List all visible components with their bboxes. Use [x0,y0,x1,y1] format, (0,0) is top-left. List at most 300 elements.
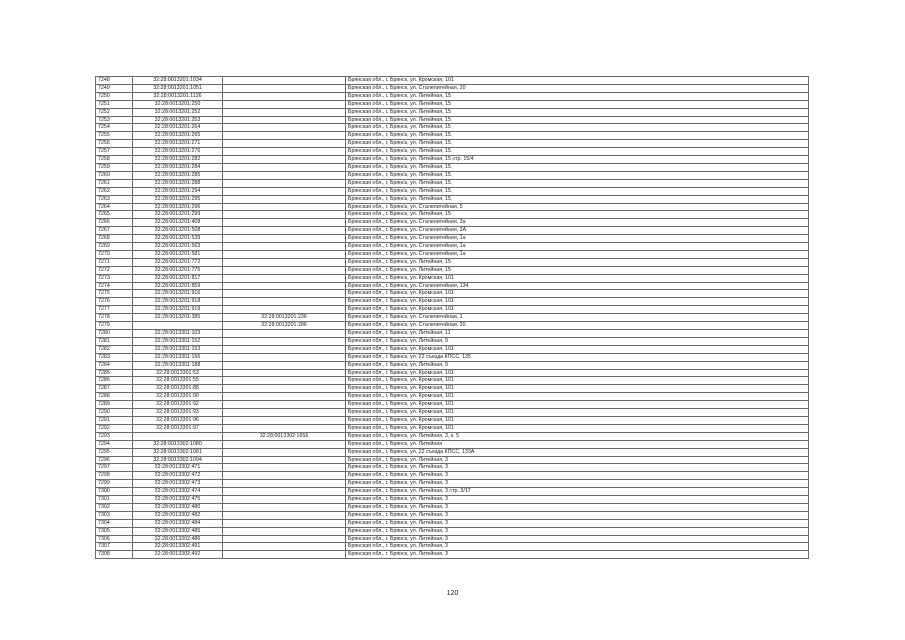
row-number-cell: 7274 [96,282,133,290]
row-number-cell: 7262 [96,187,133,195]
table-row [96,203,809,211]
row-number-cell: 7287 [96,385,133,393]
cadastral-number-cell: 32:28:0013301:97 [133,424,223,432]
table-row [96,306,809,314]
address-cell: Брянская обл., г. Брянск, ул. 22 съезда КПСС, 133А [346,448,809,456]
row-number-cell: 7286 [96,377,133,385]
cadastral-number-cell: 32:28:0013302:1081 [133,448,223,456]
related-cadastral-number-cell [223,330,346,338]
related-cadastral-number-cell: 32:28:0013201:236 [223,314,346,322]
address-cell: Брянская обл., г. Брянск, ул. 22 съезда КПСС, 135 [346,353,809,361]
row-number-cell: 7285 [96,369,133,377]
address-cell: Брянская обл., г. Брянск, ул. Литейная, 15 [346,163,809,171]
cadastral-number-cell: 32:28:0013301:90 [133,393,223,401]
related-cadastral-number-cell [223,211,346,219]
cadastral-number-cell: 32:28:0013302:482 [133,511,223,519]
row-number-cell: 7275 [96,290,133,298]
row-number-cell: 7273 [96,274,133,282]
cadastral-number-cell: 32:28:0013201:264 [133,124,223,132]
cadastral-number-cell: 32:28:0013301:103 [133,330,223,338]
table-row [96,124,809,132]
related-cadastral-number-cell [223,472,346,480]
related-cadastral-number-cell [223,543,346,551]
related-cadastral-number-cell [223,361,346,369]
related-cadastral-number-cell [223,179,346,187]
related-cadastral-number-cell [223,464,346,472]
table-row [96,84,809,92]
table-row [96,148,809,156]
table-row [96,330,809,338]
cadastral-number-cell: 32:28:0013302:491 [133,543,223,551]
row-number-cell: 7288 [96,393,133,401]
address-cell: Брянская обл., г. Брянск, ул. Литейная, 15 [346,195,809,203]
address-cell: Брянская обл., г. Брянск, ул. Литейная, 3 [346,464,809,472]
related-cadastral-number-cell [223,409,346,417]
address-cell: Брянская обл., г. Брянск, ул. Литейная, 15 [346,132,809,140]
table-row [96,100,809,108]
address-cell: Брянская обл., г. Брянск, ул. Кромская, 101 [346,306,809,314]
related-cadastral-number-cell [223,416,346,424]
address-cell: Брянская обл., г. Брянск, ул. Литейная, 3 стр. 3/17 [346,488,809,496]
cadastral-number-cell: 32:28:0013302:480 [133,503,223,511]
row-number-cell: 7298 [96,472,133,480]
address-cell: Брянская обл., г. Брянск, ул. Литейная, 15 [346,140,809,148]
related-cadastral-number-cell [223,187,346,195]
related-cadastral-number-cell: 32:28:0013302:1656 [223,432,346,440]
table-row [96,108,809,116]
cadastral-number-cell: 32:28:0013201:271 [133,140,223,148]
cadastral-number-cell: 32:28:0013301:55 [133,377,223,385]
address-cell: Брянская обл., г. Брянск, ул. Сталелитейная, 20 [346,84,809,92]
table-row [96,369,809,377]
address-cell: Брянская обл., г. Брянск, ул. Кромская, 101 [346,393,809,401]
table-row [96,551,809,559]
table-row [96,132,809,140]
address-cell: Брянская обл., г. Брянск, ул. Литейная, 9 [346,361,809,369]
related-cadastral-number-cell [223,195,346,203]
related-cadastral-number-cell [223,163,346,171]
address-cell: Брянская обл., г. Брянск, ул. Литейная, 15 [346,179,809,187]
address-cell: Брянская обл., г. Брянск, ул. Сталелитейная, 1 [346,314,809,322]
address-cell: Брянская обл., г. Брянск, ул. Кромская, 101 [346,401,809,409]
table-row [96,535,809,543]
cadastral-number-cell: 32:28:0013302:1080 [133,440,223,448]
related-cadastral-number-cell [223,298,346,306]
row-number-cell: 7299 [96,480,133,488]
table-row [96,377,809,385]
row-number-cell: 7248 [96,77,133,85]
table-row [96,322,809,330]
registry-table [95,76,809,559]
address-cell: Брянская обл., г. Брянск, ул. Литейная, 15 [346,92,809,100]
cadastral-number-cell: 32:28:0013301:188 [133,361,223,369]
cadastral-number-cell: 32:28:0013302:473 [133,480,223,488]
address-cell: Брянская обл., г. Брянск, ул. Сталелитейная, 134 [346,282,809,290]
related-cadastral-number-cell [223,116,346,124]
related-cadastral-number-cell [223,77,346,85]
related-cadastral-number-cell [223,171,346,179]
table-row [96,480,809,488]
related-cadastral-number-cell [223,250,346,258]
cadastral-number-cell: 32:28:0013301:53 [133,369,223,377]
related-cadastral-number-cell [223,424,346,432]
related-cadastral-number-cell [223,227,346,235]
row-number-cell: 7255 [96,132,133,140]
table-row [96,211,809,219]
cadastral-number-cell: 32:28:0013201:563 [133,243,223,251]
cadastral-number-cell: 32:28:0013201:1034 [133,77,223,85]
table-row [96,385,809,393]
table-row [96,496,809,504]
table-row [96,424,809,432]
address-cell: Брянская обл., г. Брянск, ул. Кромская, 101 [346,409,809,417]
row-number-cell: 7259 [96,163,133,171]
related-cadastral-number-cell [223,448,346,456]
row-number-cell: 7257 [96,148,133,156]
address-cell: Брянская обл., г. Брянск, ул. Литейная, 3 [346,511,809,519]
cadastral-number-cell: 32:28:0013201:295 [133,195,223,203]
related-cadastral-number-cell [223,235,346,243]
address-cell: Брянская обл., г. Брянск, ул. Кромская, 101 [346,377,809,385]
row-number-cell: 7278 [96,314,133,322]
cadastral-number-cell: 32:28:0013201:253 [133,116,223,124]
related-cadastral-number-cell [223,132,346,140]
table-row [96,156,809,164]
address-cell: Брянская обл., г. Брянск, ул. Литейная, 3 [346,456,809,464]
row-number-cell: 7250 [96,92,133,100]
address-cell: Брянская обл., г. Брянск, ул. Литейная, 3 [346,527,809,535]
address-cell: Брянская обл., г. Брянск, ул. Литейная, 15 [346,171,809,179]
related-cadastral-number-cell [223,140,346,148]
row-number-cell: 7304 [96,519,133,527]
address-cell: Брянская обл., г. Брянск, ул. Сталелитейная, 1а [346,250,809,258]
row-number-cell: 7249 [96,84,133,92]
row-number-cell: 7293 [96,432,133,440]
address-cell: Брянская обл., г. Брянск, ул. Литейная, 15 [346,116,809,124]
cadastral-number-cell: 32:28:0013301:93 [133,409,223,417]
related-cadastral-number-cell [223,92,346,100]
cadastral-number-cell: 32:28:0013201:385 [133,314,223,322]
related-cadastral-number-cell [223,496,346,504]
table-row [96,416,809,424]
related-cadastral-number-cell: 32:28:0013201:286 [223,322,346,330]
address-cell: Брянская обл., г. Брянск, ул. Литейная, 3 [346,480,809,488]
cadastral-number-cell: 32:28:0013302:475 [133,496,223,504]
cadastral-number-cell: 32:28:0013302:472 [133,472,223,480]
address-cell: Брянская обл., г. Брянск, ул. Кромская, 101 [346,416,809,424]
address-cell: Брянская обл., г. Брянск, ул. Литейная, 3 [346,503,809,511]
address-cell: Брянская обл., г. Брянск, ул. Литейная, 15 [346,258,809,266]
table-row [96,314,809,322]
table-row [96,503,809,511]
cadastral-number-cell: 32:28:0013201:252 [133,108,223,116]
table-row [96,337,809,345]
row-number-cell: 7258 [96,156,133,164]
row-number-cell: 7261 [96,179,133,187]
row-number-cell: 7269 [96,243,133,251]
address-cell: Брянская обл., г. Брянск, ул. Литейная, 3 [346,543,809,551]
related-cadastral-number-cell [223,258,346,266]
page-number: 120 [446,590,459,597]
related-cadastral-number-cell [223,385,346,393]
table-row [96,274,809,282]
related-cadastral-number-cell [223,219,346,227]
address-cell: Брянская обл., г. Брянск, ул. Литейная, 3 [346,519,809,527]
table-row [96,258,809,266]
address-cell: Брянская обл., г. Брянск, ул. Литейная, 15 [346,124,809,132]
related-cadastral-number-cell [223,345,346,353]
table-row [96,116,809,124]
related-cadastral-number-cell [223,511,346,519]
related-cadastral-number-cell [223,456,346,464]
address-cell: Брянская обл., г. Брянск, ул. Литейная, 15 [346,266,809,274]
address-cell: Брянская обл., г. Брянск, ул. Литейная, 3 [346,535,809,543]
related-cadastral-number-cell [223,535,346,543]
related-cadastral-number-cell [223,393,346,401]
cadastral-number-cell: 32:28:0013201:817 [133,274,223,282]
table-row [96,171,809,179]
cadastral-number-cell: 32:28:0013302:1094 [133,456,223,464]
related-cadastral-number-cell [223,527,346,535]
row-number-cell: 7289 [96,401,133,409]
address-cell: Брянская обл., г. Брянск, ул. Кромская, 101 [346,424,809,432]
cadastral-number-cell: 32:28:0013201:294 [133,187,223,195]
row-number-cell: 7282 [96,345,133,353]
table-row [96,195,809,203]
cadastral-number-cell: 32:28:0013201:296 [133,203,223,211]
row-number-cell: 7300 [96,488,133,496]
cadastral-number-cell: 32:28:0013301:153 [133,345,223,353]
table-row [96,290,809,298]
related-cadastral-number-cell [223,440,346,448]
row-number-cell: 7307 [96,543,133,551]
row-number-cell: 7270 [96,250,133,258]
cadastral-number-cell: 32:28:0013201:916 [133,290,223,298]
cadastral-number-cell: 32:28:0013201:408 [133,219,223,227]
related-cadastral-number-cell [223,353,346,361]
row-number-cell: 7295 [96,448,133,456]
address-cell: Брянская обл., г. Брянск, ул. Литейная, 3 [346,496,809,504]
row-number-cell: 7284 [96,361,133,369]
row-number-cell: 7265 [96,211,133,219]
row-number-cell: 7272 [96,266,133,274]
cadastral-number-cell: 32:28:0013201:276 [133,148,223,156]
table-row [96,298,809,306]
row-number-cell: 7267 [96,227,133,235]
table-row [96,361,809,369]
row-number-cell: 7263 [96,195,133,203]
address-cell: Брянская обл., г. Брянск, ул. Литейная, 15 [346,211,809,219]
related-cadastral-number-cell [223,290,346,298]
cadastral-number-cell: 32:28:0013201:581 [133,250,223,258]
address-cell: Брянская обл., г. Брянск, ул. Сталелитейная, 3А [346,227,809,235]
table-row [96,345,809,353]
row-number-cell: 7302 [96,503,133,511]
address-cell: Брянская обл., г. Брянск, ул. Литейная, 3 [346,472,809,480]
row-number-cell: 7253 [96,116,133,124]
cadastral-number-cell: 32:28:0013201:285 [133,171,223,179]
table-row [96,432,809,440]
cadastral-number-cell: 32:28:0013201:299 [133,211,223,219]
address-cell: Брянская обл., г. Брянск, ул. Кромская, 101 [346,290,809,298]
cadastral-number-cell: 32:28:0013201:859 [133,282,223,290]
related-cadastral-number-cell [223,84,346,92]
cadastral-number-cell: 32:28:0013301:88 [133,385,223,393]
row-number-cell: 7251 [96,100,133,108]
address-cell: Брянская обл., г. Брянск, ул. Литейная, 15 [346,100,809,108]
table-row [96,393,809,401]
table-row [96,511,809,519]
table-row [96,527,809,535]
cadastral-number-cell: 32:28:0013302:474 [133,488,223,496]
related-cadastral-number-cell [223,377,346,385]
registry-table-body [96,77,809,559]
row-number-cell: 7303 [96,511,133,519]
address-cell: Брянская обл., г. Брянск, ул. Кромская, 101 [346,369,809,377]
address-cell: Брянская обл., г. Брянск, ул. Кромская, 101 [346,77,809,85]
related-cadastral-number-cell [223,243,346,251]
address-cell: Брянская обл., г. Брянск, ул. Литейная [346,440,809,448]
cadastral-number-cell: 32:28:0013201:775 [133,266,223,274]
cadastral-number-cell: 32:28:0013201:918 [133,298,223,306]
cadastral-number-cell: 32:28:0013201:539 [133,235,223,243]
table-row [96,235,809,243]
cadastral-number-cell [133,432,223,440]
table-row [96,140,809,148]
row-number-cell: 7264 [96,203,133,211]
row-number-cell: 7308 [96,551,133,559]
related-cadastral-number-cell [223,306,346,314]
cadastral-number-cell: 32:28:0013201:288 [133,179,223,187]
cadastral-number-cell: 32:28:0013301:92 [133,401,223,409]
related-cadastral-number-cell [223,488,346,496]
table-row [96,409,809,417]
address-cell: Брянская обл., г. Брянск, ул. Сталелитейная, 3а [346,219,809,227]
cadastral-number-cell: 32:28:0013301:156 [133,353,223,361]
address-cell: Брянская обл., г. Брянск, ул. Сталелитейная, 20 [346,322,809,330]
row-number-cell: 7283 [96,353,133,361]
table-row [96,77,809,85]
table-row [96,243,809,251]
row-number-cell: 7256 [96,140,133,148]
address-cell: Брянская обл., г. Брянск, ул. Литейная, 3 [346,551,809,559]
address-cell: Брянская обл., г. Брянск, ул. Литейная, 15 [346,148,809,156]
address-cell: Брянская обл., г. Брянск, ул. Литейная, 15 стр. 15/4 [346,156,809,164]
related-cadastral-number-cell [223,401,346,409]
address-cell: Брянская обл., г. Брянск, ул. Литейная, 11 [346,330,809,338]
cadastral-number-cell: 32:28:0013201:919 [133,306,223,314]
related-cadastral-number-cell [223,124,346,132]
table-row [96,227,809,235]
address-cell: Брянская обл., г. Брянск, ул. Литейная, 3, к. 5 [346,432,809,440]
cadastral-number-cell: 32:28:0013301:152 [133,337,223,345]
cadastral-number-cell: 32:28:0013302:486 [133,535,223,543]
table-row [96,92,809,100]
cadastral-number-cell: 32:28:0013201:250 [133,100,223,108]
related-cadastral-number-cell [223,203,346,211]
cadastral-number-cell: 32:28:0013201:265 [133,132,223,140]
row-number-cell: 7296 [96,456,133,464]
table-row [96,282,809,290]
related-cadastral-number-cell [223,266,346,274]
table-row [96,543,809,551]
row-number-cell: 7271 [96,258,133,266]
address-cell: Брянская обл., г. Брянск, ул. Сталелитейная, 5 [346,203,809,211]
related-cadastral-number-cell [223,369,346,377]
row-number-cell: 7297 [96,464,133,472]
row-number-cell: 7254 [96,124,133,132]
table-row [96,187,809,195]
row-number-cell: 7279 [96,322,133,330]
cadastral-number-cell: 32:28:0013201:508 [133,227,223,235]
cadastral-number-cell: 32:28:0013201:284 [133,163,223,171]
table-row [96,472,809,480]
address-cell: Брянская обл., г. Брянск, ул. Кромская, 101 [346,274,809,282]
row-number-cell: 7280 [96,330,133,338]
address-cell: Брянская обл., г. Брянск, ул. Литейная, 9 [346,337,809,345]
row-number-cell: 7252 [96,108,133,116]
row-number-cell: 7301 [96,496,133,504]
row-number-cell: 7291 [96,416,133,424]
row-number-cell: 7294 [96,440,133,448]
table-row [96,488,809,496]
row-number-cell: 7305 [96,527,133,535]
related-cadastral-number-cell [223,337,346,345]
address-cell: Брянская обл., г. Брянск, ул. Литейная, 15 [346,108,809,116]
cadastral-number-cell: 32:28:0013201:1126 [133,92,223,100]
address-cell: Брянская обл., г. Брянск, ул. Кромская, 101 [346,345,809,353]
table-row [96,353,809,361]
table-row [96,401,809,409]
row-number-cell: 7281 [96,337,133,345]
row-number-cell: 7268 [96,235,133,243]
table-row [96,250,809,258]
table-row [96,163,809,171]
table-row [96,179,809,187]
row-number-cell: 7276 [96,298,133,306]
related-cadastral-number-cell [223,551,346,559]
address-cell: Брянская обл., г. Брянск, ул. Сталелитейная, 1а [346,243,809,251]
cadastral-number-cell: 32:28:0013302:484 [133,519,223,527]
row-number-cell: 7292 [96,424,133,432]
cadastral-number-cell: 32:28:0013201:1051 [133,84,223,92]
table-row [96,440,809,448]
row-number-cell: 7260 [96,171,133,179]
row-number-cell: 7266 [96,219,133,227]
cadastral-number-cell: 32:28:0013302:485 [133,527,223,535]
related-cadastral-number-cell [223,503,346,511]
address-cell: Брянская обл., г. Брянск, ул. Сталелитейная, 1а [346,235,809,243]
related-cadastral-number-cell [223,148,346,156]
cadastral-number-cell: 32:28:0013201:772 [133,258,223,266]
table-row [96,464,809,472]
address-cell: Брянская обл., г. Брянск, ул. Кромская, 101 [346,385,809,393]
related-cadastral-number-cell [223,274,346,282]
cadastral-number-cell: 32:28:0013201:282 [133,156,223,164]
related-cadastral-number-cell [223,156,346,164]
row-number-cell: 7306 [96,535,133,543]
table-row [96,448,809,456]
table-row [96,219,809,227]
table-row [96,266,809,274]
related-cadastral-number-cell [223,480,346,488]
related-cadastral-number-cell [223,282,346,290]
related-cadastral-number-cell [223,519,346,527]
table-row [96,456,809,464]
address-cell: Брянская обл., г. Брянск, ул. Литейная, 15 [346,187,809,195]
related-cadastral-number-cell [223,108,346,116]
related-cadastral-number-cell [223,100,346,108]
